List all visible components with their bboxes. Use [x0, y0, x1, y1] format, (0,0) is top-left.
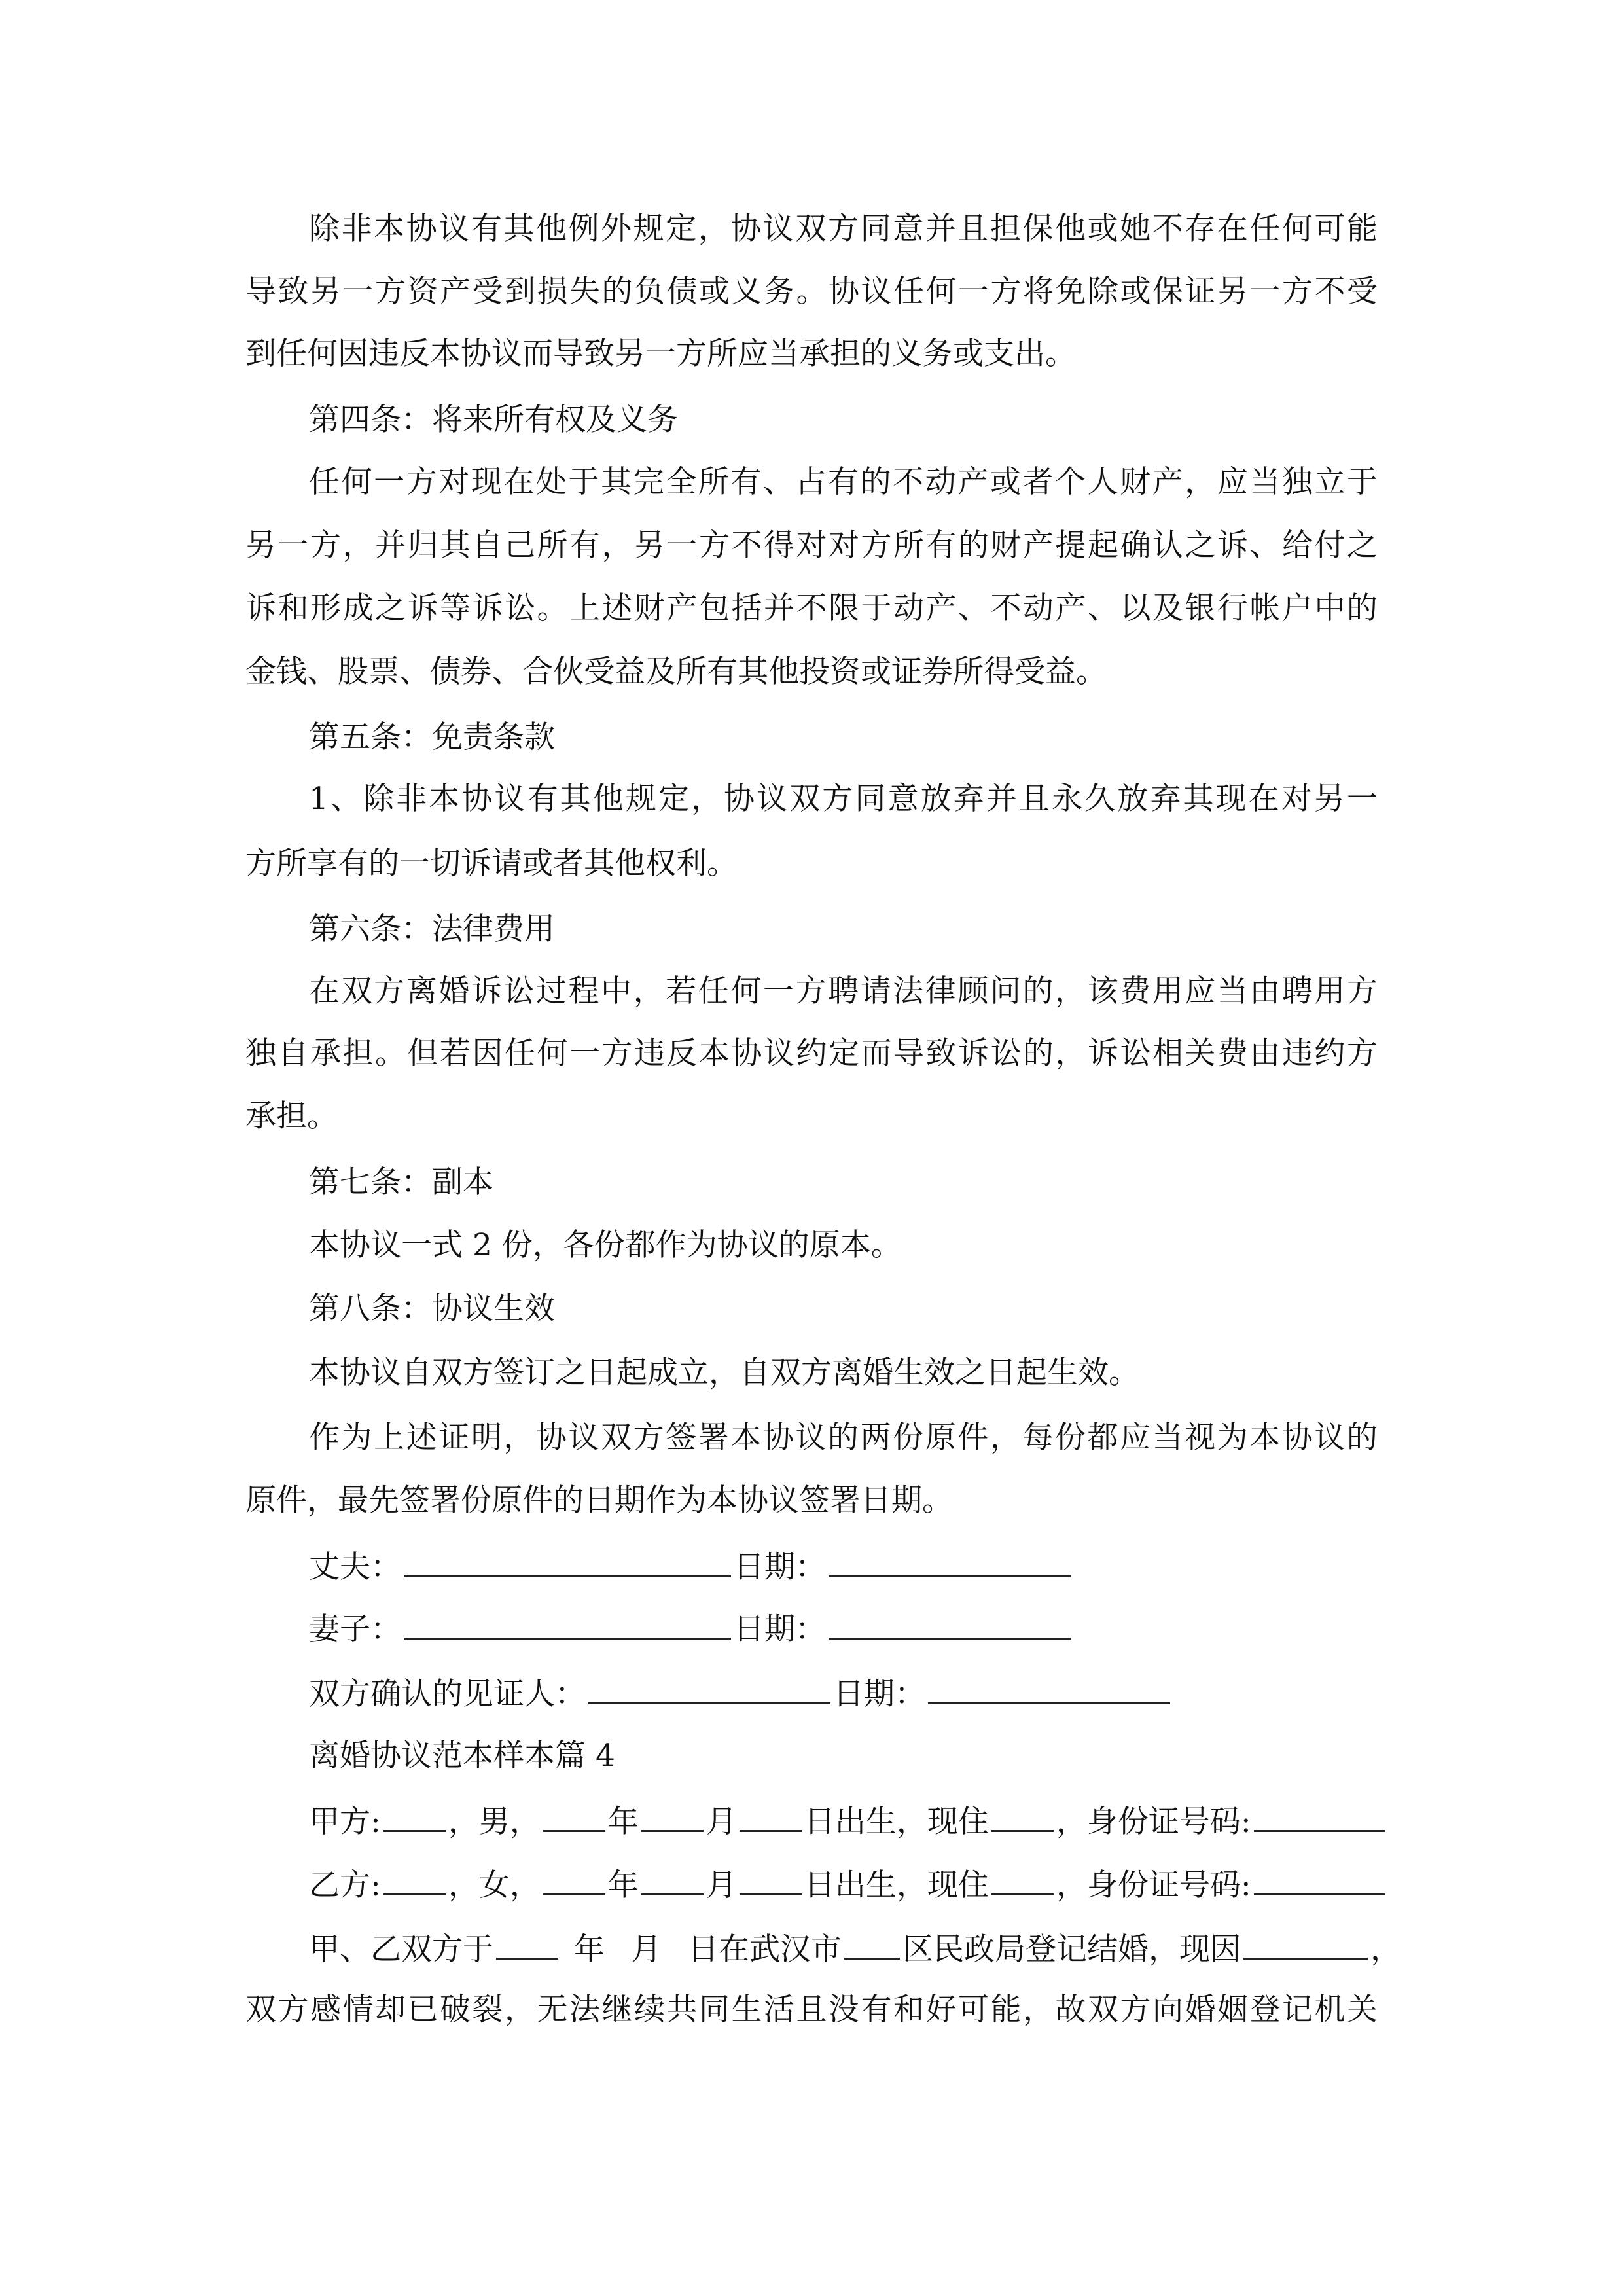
article-5-heading: 第五条：免责条款	[309, 719, 555, 755]
month-label: 月	[705, 1867, 737, 1903]
wife-signature-blank[interactable]	[404, 1607, 731, 1640]
year-label: 年	[607, 1804, 639, 1840]
party-b-row	[309, 1863, 1387, 1905]
bureau-text: 区民政局登记结婚，现因	[902, 1931, 1241, 1967]
year-label: 年	[607, 1867, 639, 1903]
comma: ，	[448, 1804, 479, 1840]
birth-year-blank[interactable]	[543, 1863, 605, 1895]
born-residence-text: 日出生，现住	[804, 1804, 989, 1840]
marriage-registration-row	[309, 1928, 1401, 1969]
paragraph-line: 金钱、股票、债券、合伙受益及所有其他投资或证券所得受益。	[245, 654, 1107, 690]
witness-signature-blank[interactable]	[588, 1672, 830, 1704]
date-label: 日期：	[833, 1676, 925, 1712]
husband-signature-blank[interactable]	[404, 1545, 731, 1577]
paragraph-line: 导 致 另 一 方 资 产 受 到 损 失 的 负 债 或 义 务 。 协 议 任 何 一 方 将 免 除 或 保 证 另 一 方 不 受	[245, 274, 1378, 310]
section-heading: 离婚协议范本样本篇 4	[309, 1738, 615, 1774]
birth-month-blank[interactable]	[641, 1863, 704, 1895]
reason-blank[interactable]	[1243, 1928, 1368, 1960]
gender-text: 男，	[478, 1804, 541, 1840]
paragraph-line: 本协议自双方签订之日起成立，自双方离婚生效之日起生效。	[309, 1355, 1139, 1391]
party-a-label: 甲方:	[309, 1804, 381, 1840]
born-residence-text: 日出生，现住	[804, 1867, 989, 1903]
paragraph-line: 本协议一式 2 份，各份都作为协议的原本。	[309, 1227, 902, 1263]
residence-blank[interactable]	[991, 1800, 1054, 1832]
month-label: 月	[631, 1931, 662, 1967]
paragraph-line: 诉 和 形 成 之 诉 等 诉 讼 。 上 述 财 产 包 括 并 不 限 于 动 产 、 不 动 产 、 以 及 银 行 帐 户 中 的	[245, 590, 1378, 626]
district-blank[interactable]	[844, 1928, 900, 1960]
paragraph-line: 1 、 除 非 本 协 议 有 其 他 规 定 ， 协 议 双 方 同 意 放 弃 并 且 永 久 放 弃 其 现 在 对 另 一	[309, 781, 1378, 817]
article-4-heading: 第四条：将来所有权及义务	[309, 402, 678, 438]
paragraph-line: 双 方 感 情 却 已 破 裂 ， 无 法 继 续 共 同 生 活 且 没 有 和 好 可 能 ， 故 双 方 向 婚 姻 登 记 机 关	[245, 1992, 1378, 2028]
paragraph-line: 任 何 一 方 对 现 在 处 于 其 完 全 所 有 、 占 有 的 不 动 产 或 者 个 人 财 产 ， 应 当 独 立 于	[309, 464, 1378, 500]
city-text: 日在武汉市	[688, 1931, 842, 1967]
paragraph-line: 独 自 承 担 。 但 若 因 任 何 一 方 违 反 本 协 议 约 定 而 导 致 诉 讼 的 ， 诉 讼 相 关 费 由 违 约 方	[245, 1035, 1378, 1071]
id-number-blank[interactable]	[1254, 1800, 1385, 1832]
wife-label: 妻子：	[309, 1611, 401, 1647]
paragraph-line: 原件，最先签署份原件的日期作为本协议签署日期。	[245, 1482, 953, 1518]
date-label: 日期：	[734, 1611, 826, 1647]
paragraph-line: 另 一 方 ， 并 归 其 自 己 所 有 ， 另 一 方 不 得 对 对 方 所 有 的 财 产 提 起 确 认 之 诉 、 给 付 之	[245, 528, 1378, 564]
party-b-name-blank[interactable]	[383, 1863, 446, 1895]
husband-date-blank[interactable]	[829, 1545, 1071, 1577]
husband-signature-row	[309, 1545, 1073, 1587]
birth-year-blank[interactable]	[543, 1800, 605, 1832]
birth-day-blank[interactable]	[740, 1863, 802, 1895]
id-label: ，身份证号码:	[1056, 1804, 1251, 1840]
article-8-heading: 第八条：协议生效	[309, 1291, 555, 1327]
article-6-heading: 第六条：法律费用	[309, 911, 555, 947]
paragraph-line: 在 双 方 离 婚 诉 讼 过 程 中 ， 若 任 何 一 方 聘 请 法 律 顾 问 的 ， 该 费 用 应 当 由 聘 用 方	[309, 973, 1378, 1009]
date-label: 日期：	[734, 1549, 826, 1585]
witness-signature-row	[309, 1672, 1173, 1714]
paragraph-line: 到任何因违反本协议而导致另一方所应当承担的义务或支出。	[245, 336, 1076, 372]
month-label: 月	[705, 1804, 737, 1840]
party-b-label: 乙方:	[309, 1867, 381, 1903]
year-label: 年	[574, 1931, 605, 1967]
birth-day-blank[interactable]	[740, 1800, 802, 1832]
paragraph-line: 方所享有的一切诉请或者其他权利。	[245, 846, 738, 882]
wife-date-blank[interactable]	[829, 1607, 1071, 1640]
paragraph-line: 承担。	[245, 1098, 338, 1134]
party-a-name-blank[interactable]	[383, 1800, 446, 1832]
comma: ，	[1370, 1931, 1401, 1967]
marriage-prefix: 甲、乙双方于	[309, 1931, 493, 1967]
marriage-year-blank[interactable]	[496, 1928, 558, 1960]
birth-month-blank[interactable]	[641, 1800, 704, 1832]
comma: ，	[448, 1867, 479, 1903]
witness-date-blank[interactable]	[928, 1672, 1170, 1704]
party-a-row	[309, 1800, 1387, 1842]
residence-blank[interactable]	[991, 1863, 1054, 1895]
gender-text: 女，	[478, 1867, 541, 1903]
wife-signature-row	[309, 1607, 1073, 1649]
husband-label: 丈夫：	[309, 1549, 401, 1585]
paragraph-line: 作 为 上 述 证 明 ， 协 议 双 方 签 署 本 协 议 的 两 份 原 件 ， 每 份 都 应 当 视 为 本 协 议 的	[309, 1420, 1378, 1456]
article-7-heading: 第七条：副本	[309, 1164, 493, 1200]
id-number-blank[interactable]	[1254, 1863, 1385, 1895]
witness-label: 双方确认的见证人：	[309, 1676, 586, 1712]
paragraph-line: 除 非 本 协 议 有 其 他 例 外 规 定 ， 协 议 双 方 同 意 并 且 担 保 他 或 她 不 存 在 任 何 可 能	[309, 211, 1378, 247]
id-label: ，身份证号码:	[1056, 1867, 1251, 1903]
